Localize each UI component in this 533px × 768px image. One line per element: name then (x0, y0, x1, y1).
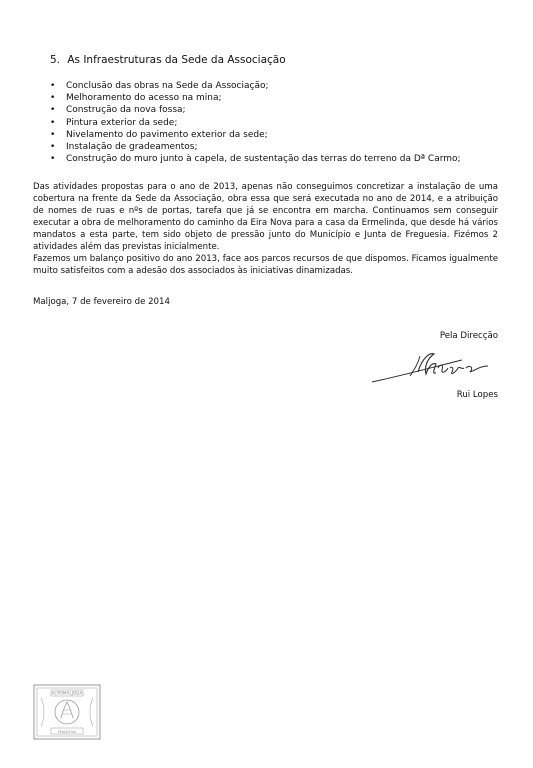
list-item: • Conclusão das obras na Sede da Associação; (50, 80, 510, 92)
signature-icon (370, 346, 500, 386)
association-seal-icon (33, 684, 101, 740)
section-title: As Infraestruturas da Sede da Associação (67, 54, 286, 66)
list-item: • Melhoramento do acesso na mina; (50, 92, 510, 104)
seal-bottom-text: MALJOGA (58, 728, 76, 734)
body-text (33, 181, 498, 277)
signer-name: Rui Lopes (456, 390, 498, 400)
paragraph-activities: Das atividades propostas para o ano de 2013, apenas não conseguimos concretizar a instalação de uma cobertura na frente da Sede da Associação, obra essa que será executada no ano de 2014, e a atribuição de nomes de ruas e nºs de portas, tarefa que já se encontra em marcha. Continuamos sem conseguir executar a obra de melhoramento do caminho da Eira Nova para a casa da Ermelinda, que desde há vários mandatos a esta parte, tem sido objeto de pressão junto do Município e Junta de Freguesia. Fizémos 2 atividades além das previstas inicialmente. (33, 182, 498, 252)
section-number: 5. (50, 54, 61, 66)
infrastructure-list (50, 80, 510, 165)
list-item: • Instalação de gradeamentos; (50, 141, 510, 153)
closing-line: Pela Direcção (439, 331, 498, 341)
paragraph-balance: Fazemos um balanço positivo do ano 2013, face aos parcos recursos de que dispomos. Ficamos igualmente muito satisfeitos com a adesão dos associados às iniciativas dinamizadas. (33, 254, 498, 276)
section-heading (50, 54, 286, 66)
date-line: Maljoga, 7 de fevereiro de 2014 (33, 297, 170, 307)
list-item: • Construção da nova fossa; (50, 104, 510, 116)
list-item: • Pintura exterior da sede; (50, 117, 510, 129)
seal-top-text: ACRSMALJOGA (51, 690, 83, 696)
list-item: • Nivelamento do pavimento exterior da sede; (50, 129, 510, 141)
list-item: • Construção do muro junto à capela, de sustentação das terras do terreno da Dª Carmo; (50, 153, 510, 165)
